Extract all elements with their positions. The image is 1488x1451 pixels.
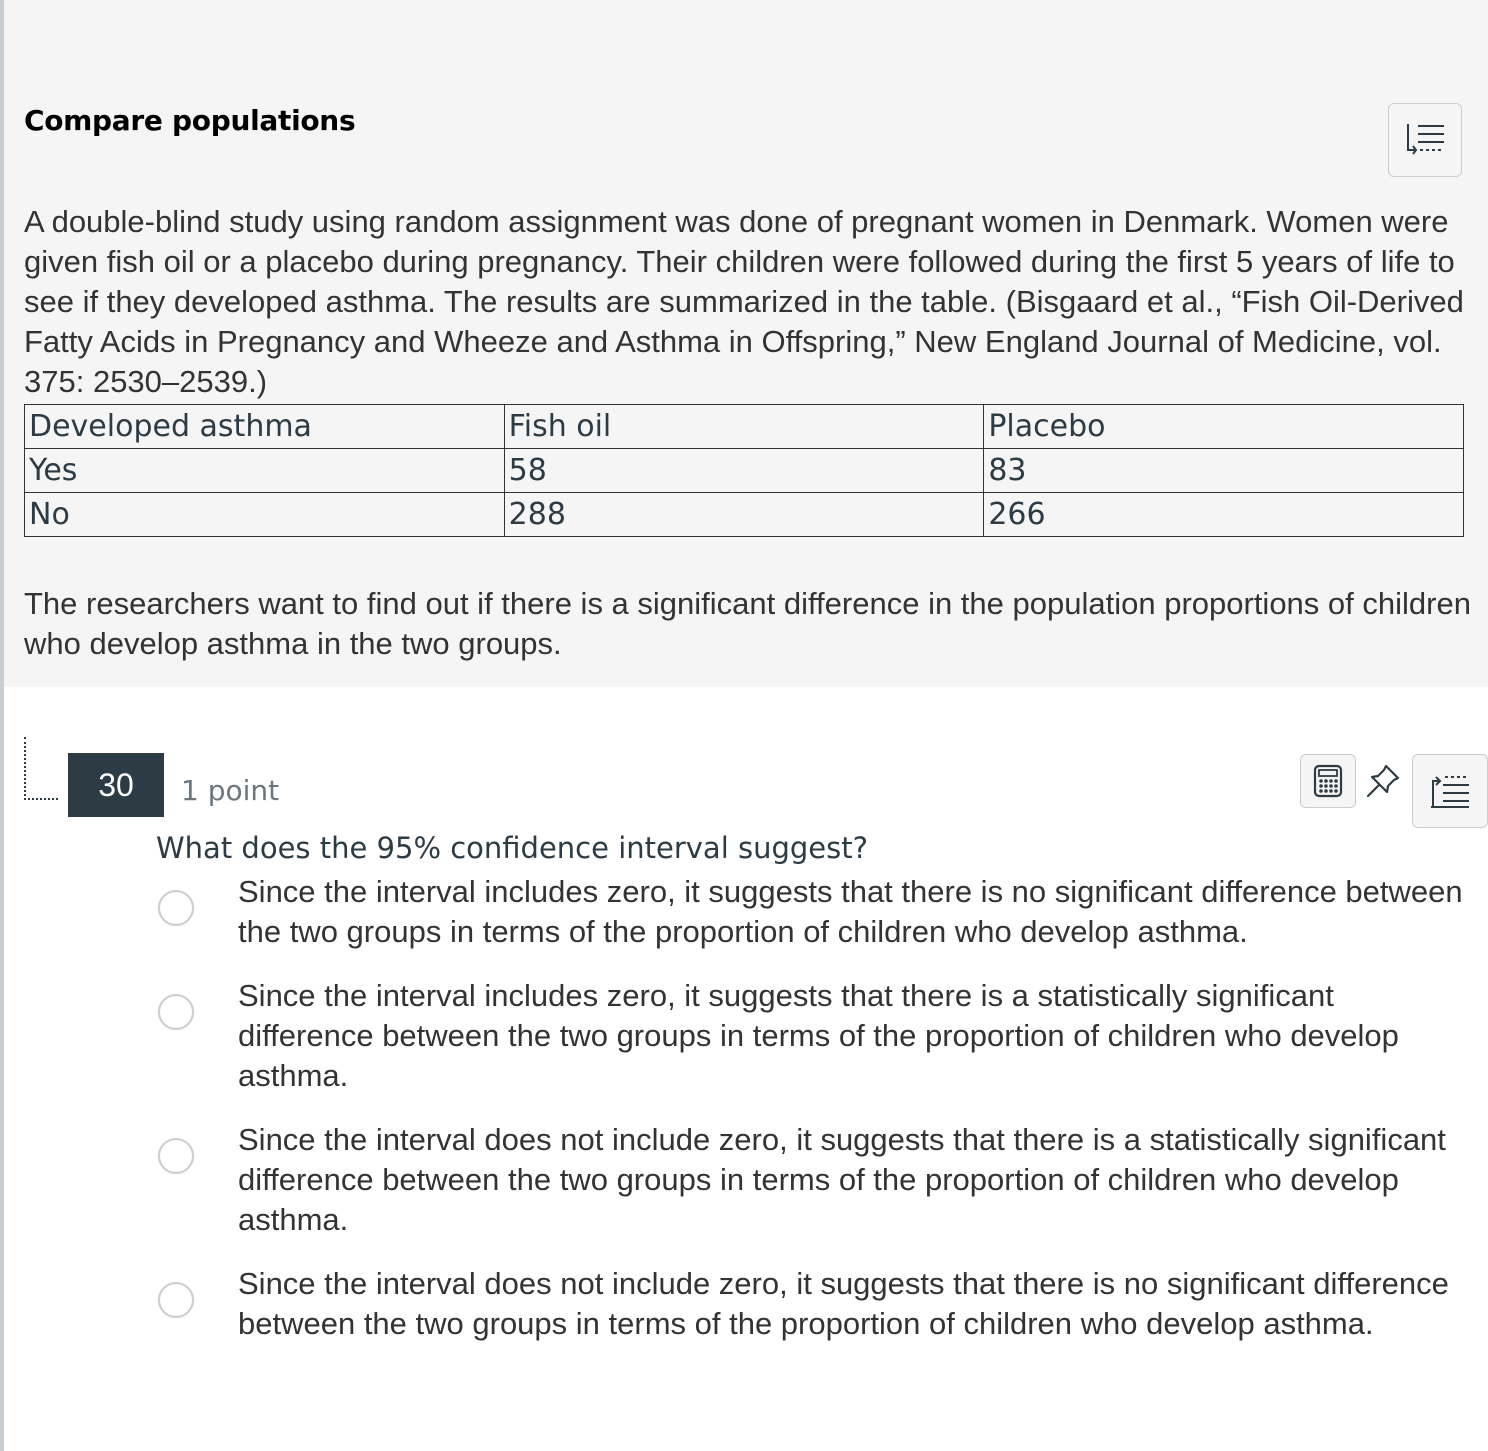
stimulus-toggle-button[interactable] xyxy=(1388,103,1462,177)
table-row xyxy=(25,449,1464,493)
expand-list-icon xyxy=(1427,771,1473,811)
question-prompt: What does the 95% confidence interval suggest? xyxy=(156,831,868,865)
table-header-cell: Developed asthma xyxy=(25,405,505,449)
question-number: 30 xyxy=(68,753,164,817)
radio-button[interactable] xyxy=(158,994,194,1030)
table-cell: 266 xyxy=(984,493,1464,537)
stimulus-panel xyxy=(4,62,1488,687)
radio-button[interactable] xyxy=(158,890,194,926)
radio-button[interactable] xyxy=(158,1138,194,1174)
calculator-button[interactable] xyxy=(1300,754,1356,808)
table-cell: 58 xyxy=(504,449,984,493)
question-points: 1 point xyxy=(181,774,280,807)
flag-question-marker[interactable] xyxy=(24,737,58,800)
answer-option-text: Since the interval includes zero, it suggests that there is no significant difference between the two groups in terms of the proportion of children who develop asthma. xyxy=(238,874,1463,949)
stimulus-paragraph-2: The researchers want to find out if there is a significant difference in the population proportions of children who develop asthma in the two groups. xyxy=(24,586,1471,661)
table-cell: Yes xyxy=(25,449,505,493)
data-table xyxy=(24,404,1464,537)
table-header-cell: Placebo xyxy=(984,405,1464,449)
pin-icon xyxy=(1364,762,1402,800)
answer-option-text: Since the interval does not include zero, it suggests that there is no significant difference between the two groups in terms of the proportion of children who develop asthma. xyxy=(238,1266,1449,1341)
table-row xyxy=(25,493,1464,537)
radio-button[interactable] xyxy=(158,1282,194,1318)
question-toggle-button[interactable] xyxy=(1412,754,1488,828)
table-header-cell: Fish oil xyxy=(504,405,984,449)
answer-option-text: Since the interval includes zero, it suggests that there is a statistically significant difference between the two groups in terms of the proportion of children who develop asthma. xyxy=(238,978,1399,1093)
pin-button[interactable] xyxy=(1362,760,1404,802)
table-cell: 288 xyxy=(504,493,984,537)
table-header-row xyxy=(25,405,1464,449)
answer-option-text: Since the interval does not include zero, it suggests that there is a statistically significant difference between the two groups in terms of the proportion of children who develop asthma. xyxy=(238,1122,1446,1237)
collapse-list-icon xyxy=(1402,120,1448,160)
stimulus-title: Compare populations xyxy=(24,104,356,137)
stimulus-paragraph: A double-blind study using random assignment was done of pregnant women in Denmark. Women were given fish oil or a placebo during pregnancy. Their children were followed during the first 5 years of life to see if they developed asthma. The results are summarized in the table. (Bisgaard et al., “Fish Oil-Derived Fatty Acids in Pregnancy and Wheeze and Asthma in Offspring,” New England Journal of Medicine, vol. 375: 2530–2539.) xyxy=(24,204,1464,399)
table-cell: No xyxy=(25,493,505,537)
table-cell: 83 xyxy=(984,449,1464,493)
top-strip xyxy=(4,0,1488,62)
calculator-icon xyxy=(1313,764,1343,798)
